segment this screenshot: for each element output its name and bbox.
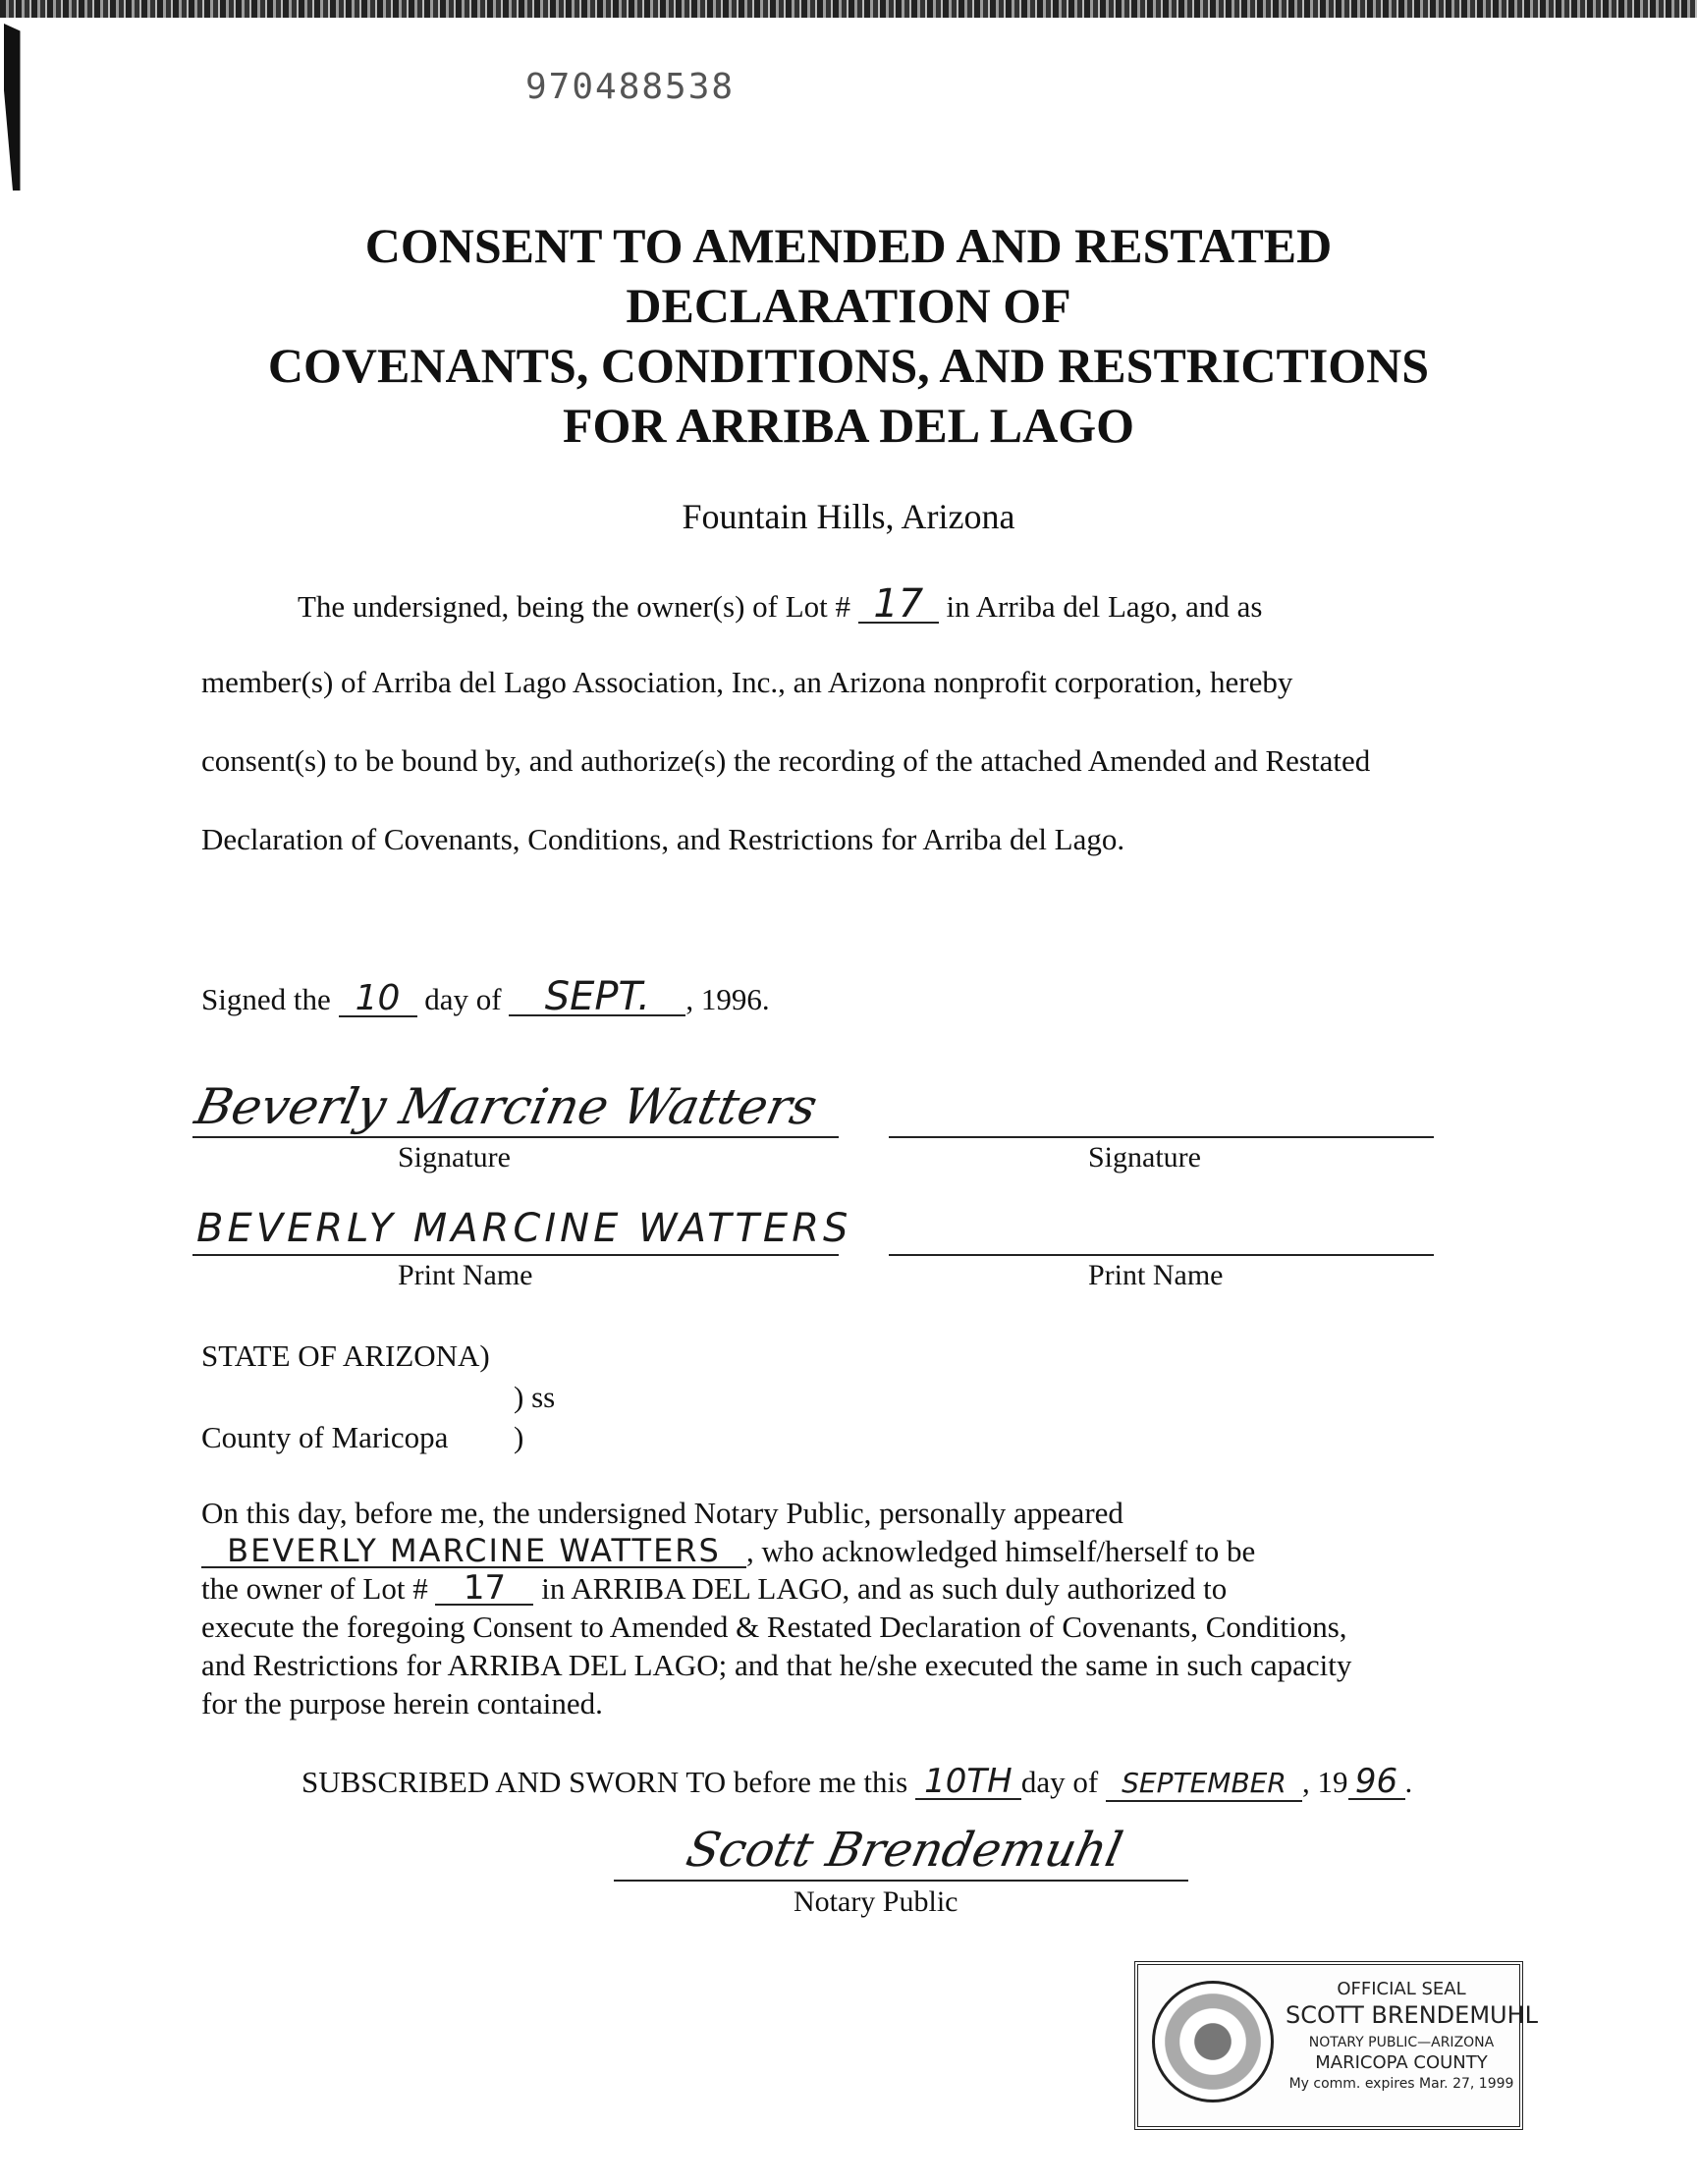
consent-line-3: consent(s) to be bound by, and authorize(s) the recording of the attached Amended and Restated xyxy=(201,743,1371,778)
document-number: 970488538 xyxy=(525,67,736,107)
ack-line-6: for the purpose herein contained. xyxy=(201,1686,603,1720)
seal-text xyxy=(1286,1977,1539,2092)
document-title xyxy=(0,216,1697,456)
signed-year: , 1996. xyxy=(685,982,770,1016)
seal-header: OFFICIAL SEAL xyxy=(1337,1979,1466,1999)
venue-state: STATE OF ARIZONA) xyxy=(201,1338,490,1373)
notary-signature: Scott Brendemuhl xyxy=(682,1823,1127,1878)
seal-notary-name: SCOTT BRENDEMUHL xyxy=(1286,2001,1539,2029)
consent-lot-number: 17 xyxy=(858,586,939,624)
sworn-prefix: SUBSCRIBED AND SWORN TO before me this xyxy=(301,1765,908,1799)
title-line-2: DECLARATION OF xyxy=(626,278,1071,333)
signed-day: 10 xyxy=(339,982,417,1017)
scan-top-edge xyxy=(0,0,1697,18)
second-print-name-label: Print Name xyxy=(1088,1259,1224,1291)
owner-print-name: BEVERLY MARCINE WATTERS xyxy=(196,1206,852,1251)
signed-mid: day of xyxy=(424,982,502,1016)
venue-ss: ) ss xyxy=(514,1380,556,1414)
ack-line-1: On this day, before me, the undersigned Notary Public, personally appeared xyxy=(201,1496,1123,1530)
seal-notary-title: NOTARY PUBLIC—ARIZONA xyxy=(1308,2035,1495,2050)
owner-signature: Beverly Marcine Watters xyxy=(190,1078,823,1135)
consent-line-2: member(s) of Arriba del Lago Association, Inc., an Arizona nonprofit corporation, hereby xyxy=(201,665,1293,699)
signed-prefix: Signed the xyxy=(201,982,331,1016)
ack-line-3 xyxy=(201,1568,1228,1608)
ack-line-4: execute the foregoing Consent to Amended & Restated Declaration of Covenants, Conditions, xyxy=(201,1610,1347,1644)
sworn-year: 96 xyxy=(1348,1765,1405,1800)
ack-line-5: and Restrictions for ARRIBA DEL LAGO; and that he/she executed the same in such capacity xyxy=(201,1648,1352,1682)
venue-county: County of Maricopa xyxy=(201,1420,449,1454)
second-signature-line xyxy=(889,1136,1434,1138)
official-seal xyxy=(1134,1961,1539,2130)
signed-month: SEPT. xyxy=(509,979,685,1016)
notary-public-label: Notary Public xyxy=(794,1885,958,1918)
second-signature-label: Signature xyxy=(1088,1141,1201,1174)
ack-lot-prefix: the owner of Lot # xyxy=(201,1571,428,1606)
sworn-end: . xyxy=(1404,1765,1413,1799)
sworn-day: 10TH xyxy=(915,1765,1021,1800)
venue-county-paren: ) xyxy=(514,1420,524,1454)
owner-print-name-line xyxy=(192,1254,839,1256)
consent-line-4: Declaration of Covenants, Conditions, and Restrictions for Arriba del Lago. xyxy=(201,822,1125,856)
ack-line-2-rest: , who acknowledged himself/herself to be xyxy=(746,1534,1256,1568)
sworn-line xyxy=(301,1762,1413,1802)
owner-signature-line xyxy=(192,1136,839,1138)
owner-signature-label: Signature xyxy=(398,1141,511,1174)
consent-line-1 xyxy=(298,581,1263,627)
title-line-3: COVENANTS, CONDITIONS, AND RESTRICTIONS xyxy=(267,338,1430,393)
notary-signature-line xyxy=(614,1880,1188,1882)
seal-county: MARICOPA COUNTY xyxy=(1315,2052,1488,2073)
sworn-year-prefix: , 19 xyxy=(1302,1765,1348,1799)
ack-lot-number: 17 xyxy=(435,1572,533,1606)
seal-expiration: My comm. expires Mar. 27, 1999 xyxy=(1288,2076,1514,2092)
ack-lot-suffix: in ARRIBA DEL LAGO, and as such duly authorized to xyxy=(541,1571,1228,1606)
second-print-name-line xyxy=(889,1254,1434,1256)
ack-line-2 xyxy=(201,1534,1255,1569)
title-line-4: FOR ARRIBA DEL LAGO xyxy=(562,398,1135,453)
consent-lot-prefix: The undersigned, being the owner(s) of Lot # xyxy=(298,589,851,624)
sworn-mid: day of xyxy=(1020,1765,1099,1799)
title-line-1: CONSENT TO AMENDED AND RESTATED xyxy=(364,218,1333,273)
scan-left-mark xyxy=(4,24,33,191)
consent-lot-suffix: in Arriba del Lago, and as xyxy=(946,589,1263,624)
sworn-month: SEPTEMBER xyxy=(1106,1767,1302,1802)
owner-print-name-label: Print Name xyxy=(398,1259,533,1291)
state-seal-emblem xyxy=(1152,1981,1274,2102)
location: Fountain Hills, Arizona xyxy=(682,497,1015,536)
signed-date-line xyxy=(201,974,770,1019)
ack-appeared-name: BEVERLY MARCINE WATTERS xyxy=(201,1535,746,1568)
